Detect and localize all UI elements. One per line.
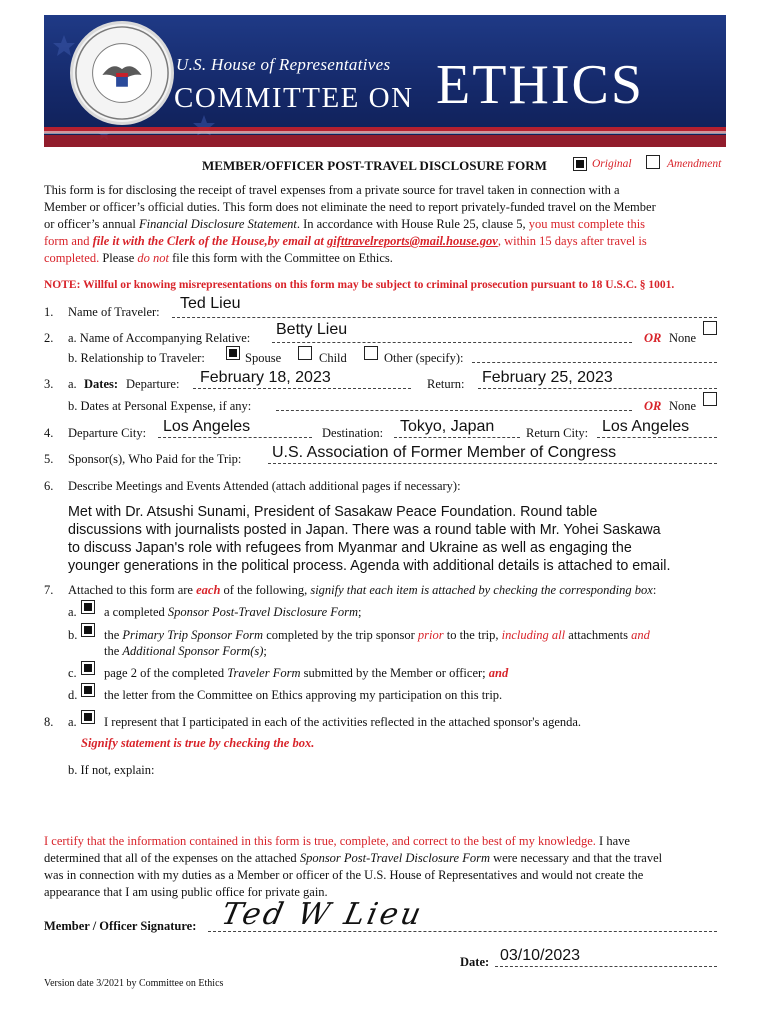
q7a-checkbox[interactable] bbox=[81, 600, 95, 614]
form-title: MEMBER/OFFICER POST-TRAVEL DISCLOSURE FORM bbox=[202, 158, 547, 173]
q1-line bbox=[172, 317, 717, 318]
destination-label: Destination: bbox=[322, 426, 384, 440]
child-label: Child bbox=[319, 351, 347, 365]
dates-label: Dates: bbox=[84, 377, 119, 391]
signature-value: Ted W Lieu bbox=[218, 897, 427, 932]
certify-line-2: determined that all of the expenses on the attached Sponsor Post-Travel Disclosure Form were necessary and that the travel bbox=[44, 851, 663, 865]
original-checkbox[interactable] bbox=[573, 157, 587, 171]
traveler-name-field[interactable]: Ted Lieu bbox=[180, 295, 241, 312]
q8b-label: b. If not, explain: bbox=[68, 763, 155, 777]
q7b-checkbox[interactable] bbox=[81, 623, 95, 637]
departure-city-label: Departure City: bbox=[68, 426, 147, 440]
header-banner bbox=[44, 15, 726, 147]
q7d-letter: d. bbox=[68, 688, 78, 702]
q2a-or: OR bbox=[644, 331, 662, 345]
other-specify-line[interactable] bbox=[472, 362, 717, 363]
q7d-text: the letter from the Committee on Ethics approving my participation on this trip. bbox=[104, 688, 503, 702]
personal-expense-line[interactable] bbox=[276, 410, 632, 411]
sponsor-label: Sponsor(s), Who Paid for the Trip: bbox=[68, 452, 242, 466]
q8-number: 8. bbox=[44, 715, 54, 729]
banner-committee: COMMITTEE ON bbox=[174, 82, 414, 114]
q7b-text-line2: the Additional Sponsor Form(s); bbox=[104, 644, 267, 658]
meetings-line: younger generations in the political process. Agenda with additional details is attached to email. bbox=[68, 558, 671, 574]
q7c-letter: c. bbox=[68, 666, 77, 680]
signature-label: Member / Officer Signature: bbox=[44, 919, 197, 933]
departure-label: Departure: bbox=[126, 377, 180, 391]
amendment-label: Amendment bbox=[667, 158, 722, 170]
q7b-letter: b. bbox=[68, 628, 78, 642]
destination-line bbox=[394, 437, 520, 438]
q8a-text: I represent that I participated in each of the activities reflected in the attached sponsor's agenda. bbox=[104, 715, 582, 729]
personal-expense-none-checkbox[interactable] bbox=[703, 392, 717, 406]
amendment-checkbox[interactable] bbox=[646, 155, 660, 169]
departure-city-line bbox=[158, 437, 312, 438]
departure-date-line bbox=[193, 388, 411, 389]
relative-none-checkbox[interactable] bbox=[703, 321, 717, 335]
eagle-seal-icon bbox=[73, 24, 171, 122]
return-date-field[interactable]: February 25, 2023 bbox=[482, 369, 613, 386]
banner-subtitle: U.S. House of Representatives bbox=[176, 55, 391, 74]
q8a-letter: a. bbox=[68, 715, 77, 729]
return-city-field[interactable]: Los Angeles bbox=[602, 418, 690, 435]
q1-label: Name of Traveler: bbox=[68, 305, 160, 319]
q7a-letter: a. bbox=[68, 605, 77, 619]
q2a-line bbox=[272, 342, 632, 343]
departure-city-field[interactable]: Los Angeles bbox=[163, 418, 251, 435]
q3b-none-label: None bbox=[669, 399, 697, 413]
q2a-label: a. Name of Accompanying Relative: bbox=[68, 331, 251, 345]
date-label: Date: bbox=[460, 955, 490, 969]
q2a-none-label: None bbox=[669, 331, 697, 345]
q7b-text-line1: the Primary Trip Sponsor Form completed by the trip sponsor prior to the trip, including all attachments and bbox=[104, 628, 650, 642]
version-footer: Version date 3/2021 by Committee on Ethics bbox=[44, 978, 224, 989]
q6-number: 6. bbox=[44, 479, 54, 493]
signature-field[interactable] bbox=[218, 898, 426, 932]
meetings-line: discussions with journalists posted in Japan. There was a round table with Mr. Yohei Saskawa bbox=[68, 522, 661, 538]
q7-number: 7. bbox=[44, 583, 54, 597]
return-date-line bbox=[478, 388, 717, 389]
spouse-label: Spouse bbox=[245, 351, 282, 365]
certify-line-3: was in connection with my duties as a Member or officer of the U.S. House of Representatives and would not create the bbox=[44, 868, 644, 882]
return-label: Return: bbox=[427, 377, 465, 391]
banner-ethics: ETHICS bbox=[436, 54, 644, 116]
meetings-line: Met with Dr. Atsushi Sunami, President of Sasakaw Peace Foundation. Round table bbox=[68, 504, 598, 520]
departure-date-field[interactable]: February 18, 2023 bbox=[200, 369, 331, 386]
meetings-label: Describe Meetings and Events Attended (attach additional pages if necessary): bbox=[68, 479, 461, 493]
intro-line-3: or officer’s annual Financial Disclosure Statement. In accordance with House Rule 25, clause 5, you must complete this bbox=[44, 217, 646, 231]
intro-line-2: Member or officer’s official duties. This form does not eliminate the need to report privately-funded travel on the Member bbox=[44, 200, 656, 214]
return-city-line bbox=[597, 437, 717, 438]
date-field[interactable]: 03/10/2023 bbox=[500, 947, 581, 964]
q2b-label: b. Relationship to Traveler: bbox=[68, 351, 205, 365]
certify-line-4: appearance that I am using public office for private gain. bbox=[44, 885, 328, 899]
relative-name-field[interactable]: Betty Lieu bbox=[276, 321, 348, 338]
intro-line-5: completed. Please do not file this form with the Committee on Ethics. bbox=[44, 251, 393, 265]
other-checkbox[interactable] bbox=[364, 346, 378, 360]
q8a-checkbox[interactable] bbox=[81, 710, 95, 724]
intro-line-4: form and file it with the Clerk of the House,by email at gifttravelreports@mail.house.gov, within 15 days after travel is bbox=[44, 234, 647, 248]
spouse-checkbox[interactable] bbox=[226, 346, 240, 360]
q7d-checkbox[interactable] bbox=[81, 683, 95, 697]
original-label: Original bbox=[592, 158, 632, 170]
q4-number: 4. bbox=[44, 426, 54, 440]
destination-field[interactable]: Tokyo, Japan bbox=[400, 418, 495, 435]
legal-note: NOTE: Willful or knowing misrepresentations on this form may be subject to criminal prosecution pursuant to 18 U.S.C. § 1001. bbox=[44, 279, 675, 291]
meetings-line: to discuss Japan's role with refugees from Myanmar and Ukraine as well as engaging the bbox=[68, 540, 632, 556]
q7c-checkbox[interactable] bbox=[81, 661, 95, 675]
certify-line-1: I certify that the information contained in this form is true, complete, and correct to the best of my knowledge. I have bbox=[44, 834, 630, 848]
email-link[interactable]: gifttravelreports@mail.house.gov bbox=[326, 234, 498, 248]
q1-number: 1. bbox=[44, 305, 54, 319]
q3b-label: b. Dates at Personal Expense, if any: bbox=[68, 399, 252, 413]
q5-number: 5. bbox=[44, 452, 54, 466]
date-line bbox=[495, 966, 717, 967]
intro-line-1: This form is for disclosing the receipt of travel expenses from a private source for travel taken in connection with a bbox=[44, 183, 620, 197]
child-checkbox[interactable] bbox=[298, 346, 312, 360]
q3a-letter: a. bbox=[68, 377, 77, 391]
q7a-text: a completed Sponsor Post-Travel Disclosure Form; bbox=[104, 605, 362, 619]
q8-signify-note: Signify statement is true by checking the box. bbox=[81, 736, 315, 750]
sponsor-line bbox=[268, 463, 717, 464]
other-label: Other (specify): bbox=[384, 351, 464, 365]
return-city-label: Return City: bbox=[526, 426, 589, 440]
house-seal bbox=[70, 21, 174, 125]
meetings-description-field[interactable] bbox=[68, 503, 738, 575]
sponsor-field[interactable]: U.S. Association of Former Member of Congress bbox=[272, 444, 617, 461]
q7-intro: Attached to this form are each of the following, signify that each item is attached by checking the corresponding box: bbox=[68, 583, 657, 597]
q3b-or: OR bbox=[644, 399, 662, 413]
q7c-text: page 2 of the completed Traveler Form submitted by the Member or officer; and bbox=[104, 666, 509, 680]
q2-number: 2. bbox=[44, 331, 54, 345]
q3-number: 3. bbox=[44, 377, 54, 391]
